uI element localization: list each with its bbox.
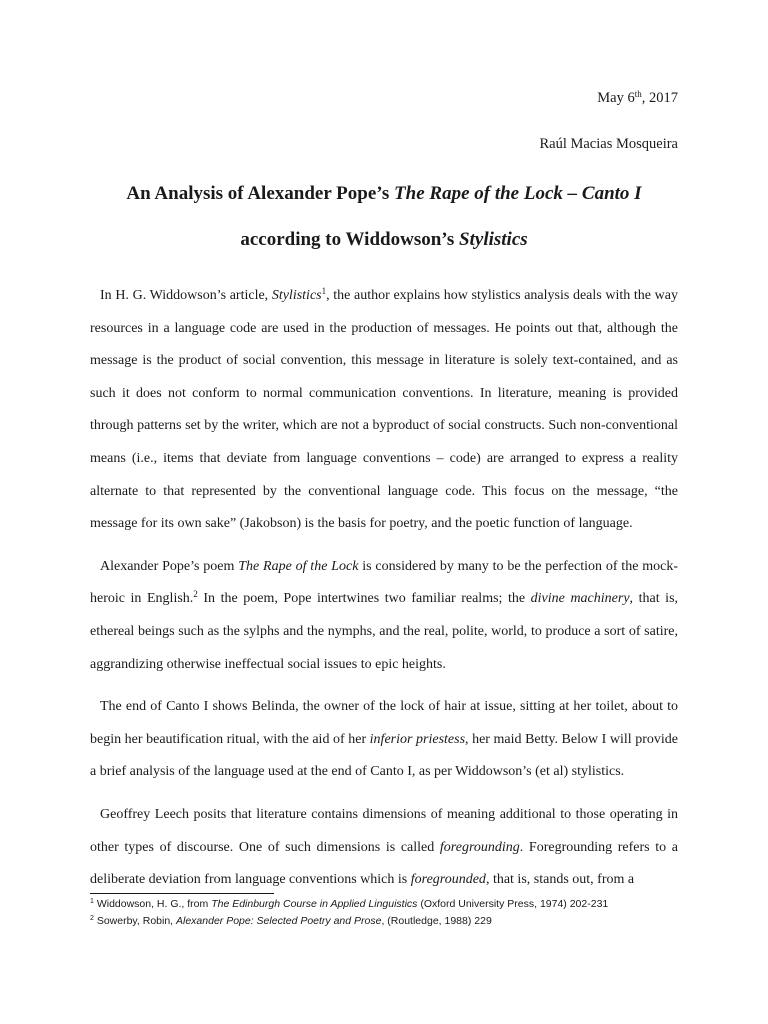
footnote-1 xyxy=(90,896,690,913)
text-run: , that is, ethereal beings such as the sylphs and the nymphs, and the real, polite, world, to produce a sort of satire, aggrandizing otherwise ineffectual social issues to epic heights. xyxy=(90,591,679,672)
text-run: The end of Canto I shows Belinda, the owner of the lock of hair at issue, sitting at her toilet, about to begin her beautification ritual, with the aid of her xyxy=(90,699,678,747)
text-run: , her maid Betty. Below I will provide a brief analysis of the language used at the end of Canto I, as per Widdowson’s (et al) stylistics. xyxy=(90,731,678,780)
text-run: , (Routledge, 1988) 229 xyxy=(381,915,492,927)
italic-run: Alexander Pope: Selected Poetry and Prose xyxy=(176,915,382,927)
italic-run: The Rape of the Lock xyxy=(238,558,359,574)
title-text: An Analysis of Alexander Pope’s xyxy=(126,183,395,204)
footnote-number: 1 xyxy=(90,898,94,905)
italic-run: foregrounding xyxy=(439,839,520,855)
paragraph-3 xyxy=(90,691,678,789)
italic-run: divine machinery xyxy=(530,591,630,607)
date-ordinal: th xyxy=(634,89,642,99)
footnote-2 xyxy=(90,913,690,930)
document-date xyxy=(597,90,678,107)
text-run: In the poem, Pope intertwines two familiar realms; the xyxy=(197,591,531,607)
paragraph-2 xyxy=(90,551,678,681)
footnote-number: 2 xyxy=(90,915,94,922)
document-title-line-2 xyxy=(0,229,768,251)
text-run: , the author explains how stylistics analysis deals with the way resources in a language code are used in the production of messages. He points out that, although the message is the product of social convention, this message in literature is solely text-contained, and as such it does not conform to normal communication conventions. In literature, meaning is provided through patterns set by the writer, which are not a byproduct of social constructs. Such non-conventional means (i.e., items that deviate from language conventions – code) are arranged to express a reality alternate to that represented by the conventional language code. This focus on the message, “the message for its own sake” (Jakobson) is the basis for poetry, and the poetic function of language. xyxy=(90,288,678,532)
text-run: Sowerby, Robin, xyxy=(93,915,176,927)
text-run: Geoffrey Leech posits that literature contains dimensions of meaning additional to those operating in other types of discourse. One of such dimensions is called xyxy=(90,806,678,855)
document-body xyxy=(90,280,678,907)
text-run: . Foregrounding refers to a deliberate deviation from language conventions which is xyxy=(90,839,678,888)
text-run: is considered by many to be the perfection of the mock-heroic in English. xyxy=(90,558,678,607)
text-run: (Oxford University Press, 1974) 202-231 xyxy=(417,898,609,910)
italic-run: inferior priestess xyxy=(369,731,466,747)
text-run: , that is, stands out, from a xyxy=(485,872,635,888)
footnotes xyxy=(90,896,690,930)
paragraph-4 xyxy=(90,799,678,897)
title-text: according to Widdowson’s xyxy=(240,229,460,250)
footnote-divider xyxy=(90,893,274,894)
text-run: Widdowson, H. G., from xyxy=(93,898,212,910)
italic-run: The Edinburgh Course in Applied Linguistics xyxy=(211,898,418,910)
text-run: Alexander Pope’s poem xyxy=(100,558,239,574)
title-work: Stylistics xyxy=(459,229,528,250)
document-title-line-1 xyxy=(0,183,768,205)
text-run: In H. G. Widdowson’s article, xyxy=(100,288,272,303)
italic-run: Stylistics xyxy=(271,288,322,303)
author-name: Raúl Macias Mosqueira xyxy=(539,136,678,152)
paragraph-1 xyxy=(90,280,678,541)
date-text: May 6 xyxy=(597,90,635,106)
date-year: , 2017 xyxy=(641,90,678,106)
italic-run: foregrounded xyxy=(410,872,486,888)
title-work: The Rape of the Lock – Canto I xyxy=(394,183,642,204)
footnote-ref: 2 xyxy=(193,589,198,600)
footnote-ref: 1 xyxy=(321,286,327,296)
